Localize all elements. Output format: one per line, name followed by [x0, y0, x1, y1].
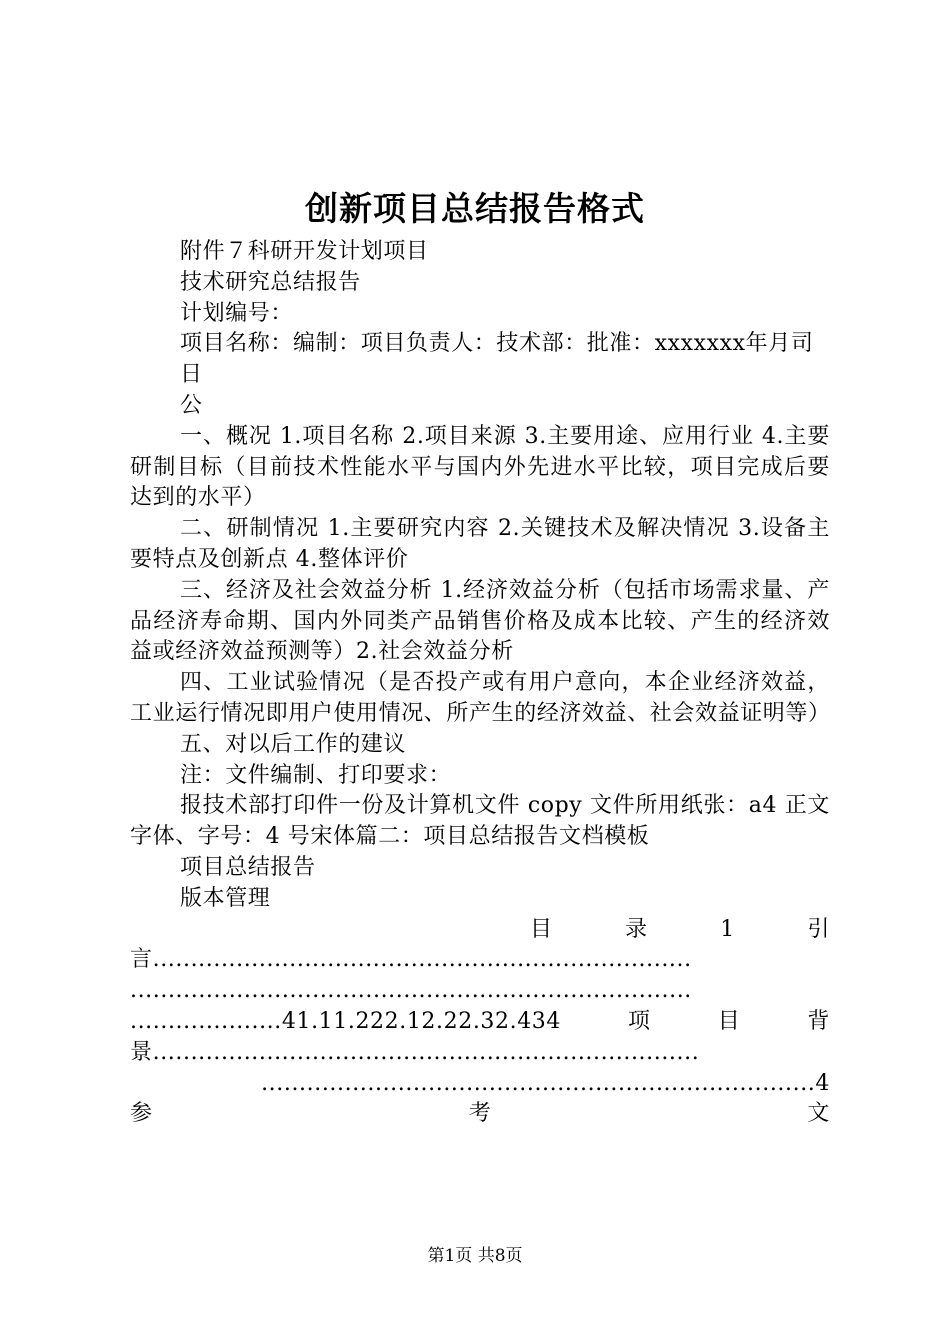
- paragraph: 技术研究总结报告: [180, 269, 361, 295]
- paragraph: 四、工业试验情况（是否投产或有用户意向，本企业经济效益，工业运行情况即用户使用情况、所产生的经济效益、社会效益证明等）: [130, 670, 831, 726]
- toc-dots: ....................41.11.222.12.22.32.434: [130, 1008, 561, 1034]
- paragraph: 公: [180, 392, 203, 418]
- toc-word: 项: [628, 1008, 651, 1034]
- toc-line: .........................................................................4: [261, 1070, 830, 1096]
- toc-line-with-numbers: [130, 1007, 830, 1038]
- toc-line: 景........................................................................: [130, 1039, 700, 1065]
- toc-line: ..........................................................................: [130, 978, 692, 1004]
- toc-heading-part: 1: [720, 916, 735, 942]
- toc-word: 考: [468, 1101, 492, 1127]
- toc-heading: [130, 915, 830, 946]
- toc-heading-part: 目: [530, 916, 553, 942]
- document-body: [130, 237, 830, 1130]
- page-footer: 第1页 共8页: [427, 1246, 523, 1266]
- paragraph: 报技术部打印件一份及计算机文件 copy 文件所用纸张：a4 正文字体、字号：4 号宋体篇二：项目总结报告文档模板: [130, 793, 830, 850]
- paragraph: 项目总结报告: [180, 854, 316, 880]
- paragraph: 注：文件编制、打印要求：: [180, 762, 452, 788]
- toc-heading-part: 引: [807, 916, 830, 942]
- toc-heading-part: 录: [625, 916, 648, 942]
- paragraph: 附件７科研开发计划项目: [180, 239, 429, 264]
- paragraph: 三、经济及社会效益分析 1.经济效益分析（包括市场需求量、产品经济寿命期、国内外同类产品销售价格及成本比较、产生的经济效益或经济效益预测等）2.社会效益分析: [130, 577, 830, 665]
- toc-line: 言.......................................................................: [130, 947, 692, 973]
- toc-line-spread: [130, 1099, 830, 1130]
- toc-word: 背: [807, 1008, 830, 1034]
- paragraph: 版本管理: [180, 885, 271, 911]
- paragraph: 二、研制情况 1.主要研究内容 2.关键技术及解决情况 3.设备主要特点及创新点 4.整体评价: [130, 516, 830, 572]
- document-title: 创新项目总结报告格式: [305, 189, 645, 228]
- toc-word: 参: [130, 1101, 153, 1127]
- paragraph: 五、对以后工作的建议: [180, 731, 407, 757]
- paragraph: 日: [180, 362, 203, 388]
- paragraph: 项目名称：编制：项目负责人：技术部：批准：xxxxxxx年月司: [180, 331, 814, 357]
- toc-word: 目: [717, 1008, 741, 1034]
- toc-page-numbers: 41.11.222.12.22.32.434: [281, 1008, 561, 1034]
- toc-word: 文: [807, 1101, 830, 1127]
- paragraph: 计划编号：: [180, 300, 294, 326]
- paragraph: 一、概况 1.项目名称 2.项目来源 3.主要用途、应用行业 4.主要研制目标（目前技术性能水平与国内外先进水平比较，项目完成后要达到的水平）: [130, 423, 830, 511]
